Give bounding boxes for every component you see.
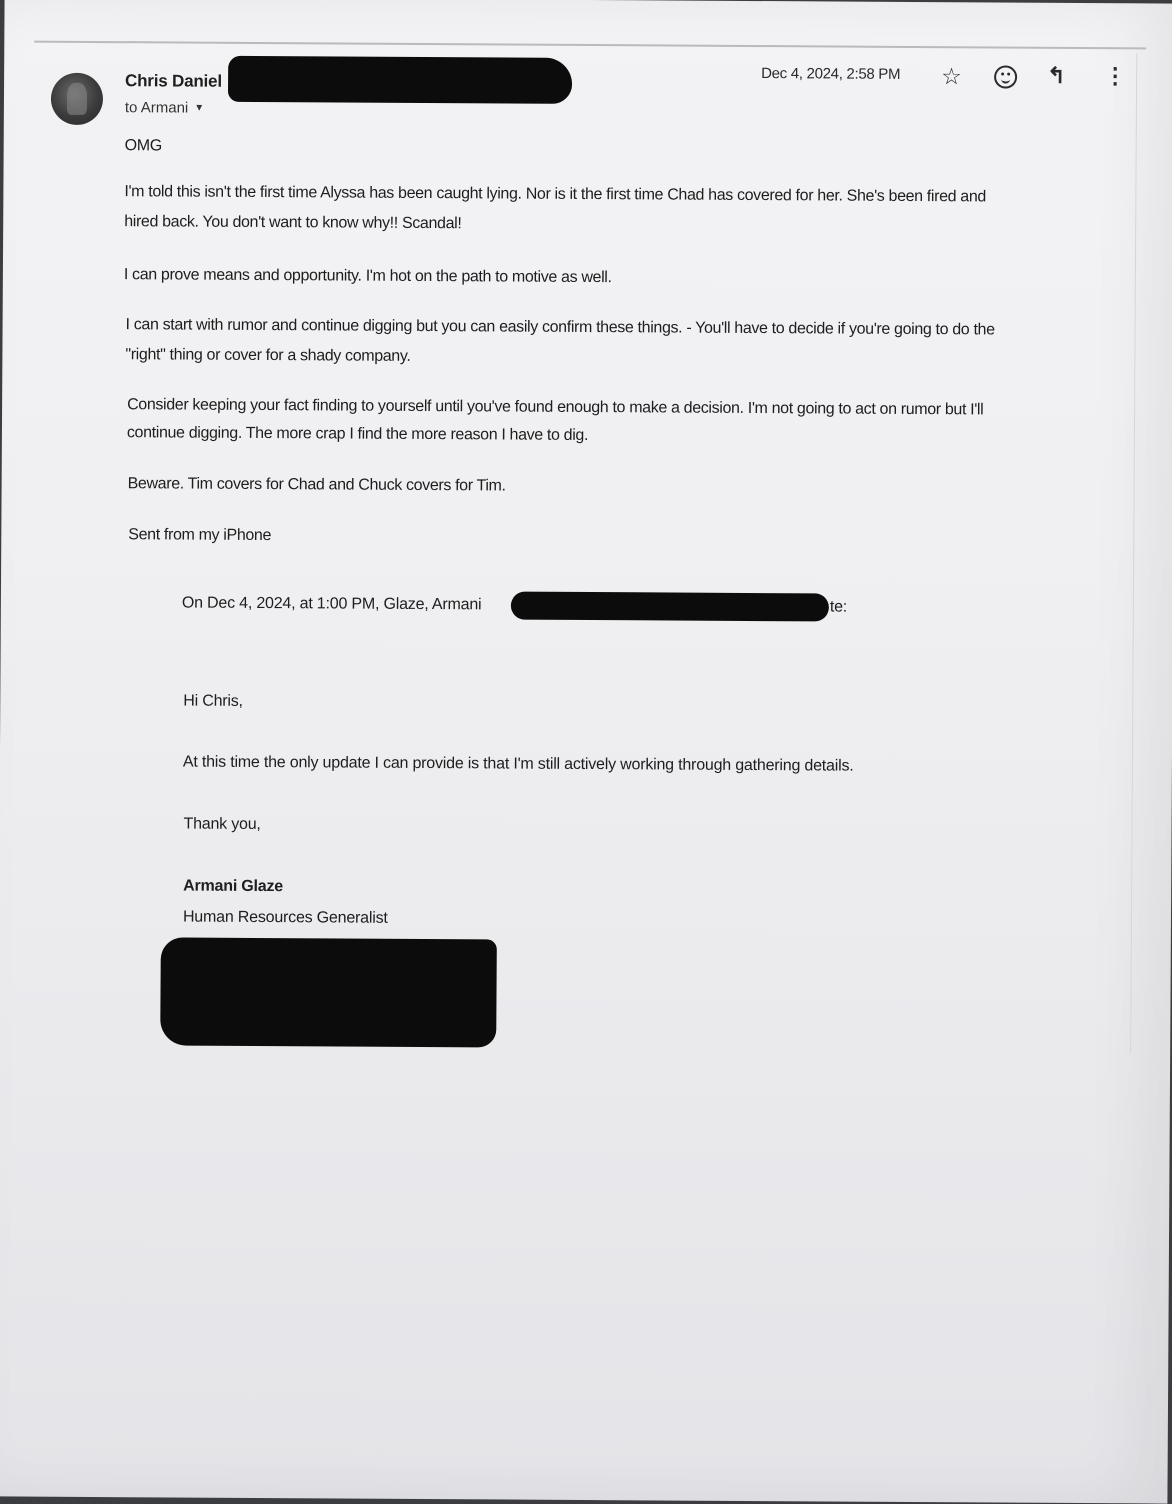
top-divider (34, 41, 1146, 50)
avatar[interactable] (51, 73, 103, 125)
paragraph-5: Beware. Tim covers for Chad and Chuck covers for Tim. (127, 475, 506, 495)
paragraph-2: I can prove means and opportunity. I'm hot on the path to motive as well. (123, 266, 612, 287)
more-icon[interactable]: ⋮ (1104, 63, 1127, 89)
recipient-line[interactable] (125, 99, 204, 116)
message-greeting: OMG (124, 137, 162, 155)
quote-body: At this time the only update I can provide is that I'm still actively working through gathering details. (182, 753, 854, 775)
sent-from-signature: Sent from my iPhone (128, 526, 272, 545)
quote-greeting: Hi Chris, (183, 692, 243, 710)
recipient-label: to Armani (124, 99, 189, 117)
quote-closing: Thank you, (183, 815, 261, 834)
paragraph-4-line-2: continue digging. The more crap I find the more reason I have to dig. (126, 424, 589, 445)
right-divider (1130, 53, 1137, 1053)
quote-signature-title: Human Resources Generalist (182, 908, 388, 927)
quote-attribution: On Dec 4, 2024, at 1:00 PM, Glaze, Armani (181, 594, 482, 614)
paragraph-1-line-2: hired back. You don't want to know why!! Scandal! (124, 213, 462, 233)
paragraph-4-line-1: Consider keeping your fact finding to yourself until you've found enough to make a decision. I'm not going to act on rumor but I'll (127, 396, 984, 419)
paragraph-3-line-1: I can start with rumor and continue digging but you can easily confirm these things. - You'll have to decide if you're going to do the (125, 316, 995, 339)
chevron-down-icon[interactable]: ▼ (194, 102, 205, 114)
sender-name: Chris Daniel (125, 71, 222, 91)
paragraph-3-line-2: "right" thing or cover for a shady company. (125, 346, 411, 365)
reply-icon[interactable]: ↰ (1047, 62, 1066, 88)
redaction-sender-email (228, 56, 572, 104)
message-timestamp: Dec 4, 2024, 2:58 PM (761, 65, 901, 83)
quote-signature-name: Armani Glaze (183, 877, 284, 896)
emoji-icon[interactable] (994, 65, 1017, 88)
redaction-quote-email (511, 592, 829, 622)
paragraph-1-line-1: I'm told this isn't the first time Alyssa has been caught lying. Nor is it the first time Chad has covered for her. She's been fired and (124, 183, 987, 206)
star-icon[interactable]: ☆ (941, 63, 962, 90)
quote-attribution-tail: te: (829, 598, 848, 616)
redaction-signature-block (160, 937, 497, 1047)
